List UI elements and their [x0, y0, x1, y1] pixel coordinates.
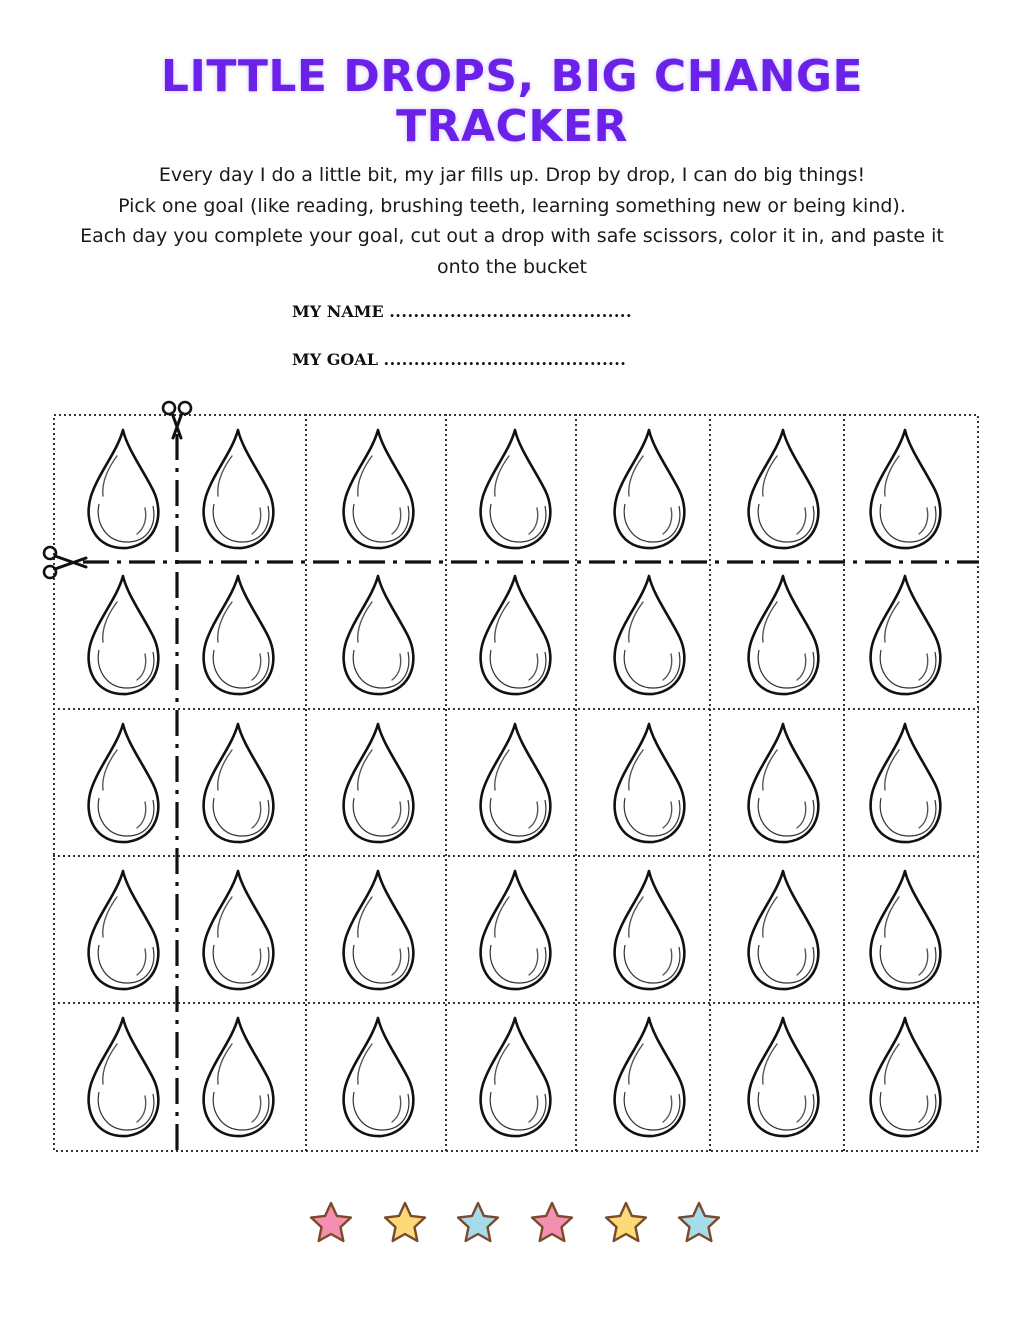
- water-drop-icon: [481, 724, 551, 842]
- star-icon: [458, 1203, 498, 1241]
- instructions-line-2: Pick one goal (like reading, brushing teeth, learning something new or being kind).: [118, 194, 906, 217]
- water-drop-icon: [89, 1018, 159, 1136]
- goal-blank[interactable]: ........................................: [383, 350, 627, 369]
- star-icon: [606, 1203, 646, 1241]
- water-drop-icon: [871, 871, 941, 989]
- water-drop-icon: [615, 576, 685, 694]
- water-drop-icon: [615, 871, 685, 989]
- star-icon: [385, 1203, 425, 1241]
- star-decoration: [0, 1200, 1024, 1250]
- name-blank[interactable]: ........................................: [389, 302, 633, 321]
- goal-field[interactable]: [292, 350, 626, 369]
- water-drop-icon: [344, 724, 414, 842]
- instructions-line-4: onto the bucket: [436, 255, 587, 278]
- water-drop-icon: [481, 871, 551, 989]
- water-drop-icon: [749, 1018, 819, 1136]
- water-drop-icon: [344, 430, 414, 548]
- water-drop-icon: [871, 576, 941, 694]
- water-drop-icon: [204, 871, 274, 989]
- water-drop-icon: [204, 724, 274, 842]
- instructions-line-1: Every day I do a little bit, my jar fills up. Drop by drop, I can do big things!: [158, 164, 866, 186]
- instructions: [30, 160, 994, 282]
- title-line-1: LITTLE DROPS, BIG CHANGE: [160, 51, 864, 102]
- water-drop-icon: [481, 1018, 551, 1136]
- drop-grid: [53, 414, 979, 1152]
- water-drop-icon: [871, 724, 941, 842]
- water-drop-icon: [89, 724, 159, 842]
- drop-grid-canvas: [53, 414, 979, 1152]
- name-label: MY NAME: [292, 302, 384, 321]
- water-drop-icon: [344, 1018, 414, 1136]
- scissors-icon: [40, 543, 90, 583]
- star-row: [0, 1200, 1024, 1250]
- water-drop-icon: [344, 576, 414, 694]
- goal-label: MY GOAL: [292, 350, 378, 369]
- water-drop-icon: [615, 1018, 685, 1136]
- water-drop-icon: [204, 1018, 274, 1136]
- water-drop-icon: [749, 576, 819, 694]
- water-drop-icon: [204, 576, 274, 694]
- water-drop-icon: [204, 430, 274, 548]
- page-title: [0, 52, 1024, 152]
- water-drop-icon: [481, 576, 551, 694]
- water-drop-icon: [481, 430, 551, 548]
- water-drop-icon: [749, 871, 819, 989]
- water-drop-icon: [749, 430, 819, 548]
- star-icon: [311, 1203, 351, 1241]
- title-line-2: TRACKER: [396, 101, 628, 152]
- water-drop-icon: [749, 724, 819, 842]
- scissors-icon: [158, 398, 198, 442]
- name-field[interactable]: [292, 302, 632, 321]
- water-drop-icon: [615, 724, 685, 842]
- water-drop-icon: [871, 430, 941, 548]
- water-drop-icon: [89, 576, 159, 694]
- water-drop-icon: [344, 871, 414, 989]
- water-drop-icon: [871, 1018, 941, 1136]
- water-drop-icon: [615, 430, 685, 548]
- star-icon: [679, 1203, 719, 1241]
- star-icon: [532, 1203, 572, 1241]
- water-drop-icon: [89, 871, 159, 989]
- instructions-line-3: Each day you complete your goal, cut out a drop with safe scissors, color it in, and paste it: [80, 225, 944, 247]
- water-drop-icon: [89, 430, 159, 548]
